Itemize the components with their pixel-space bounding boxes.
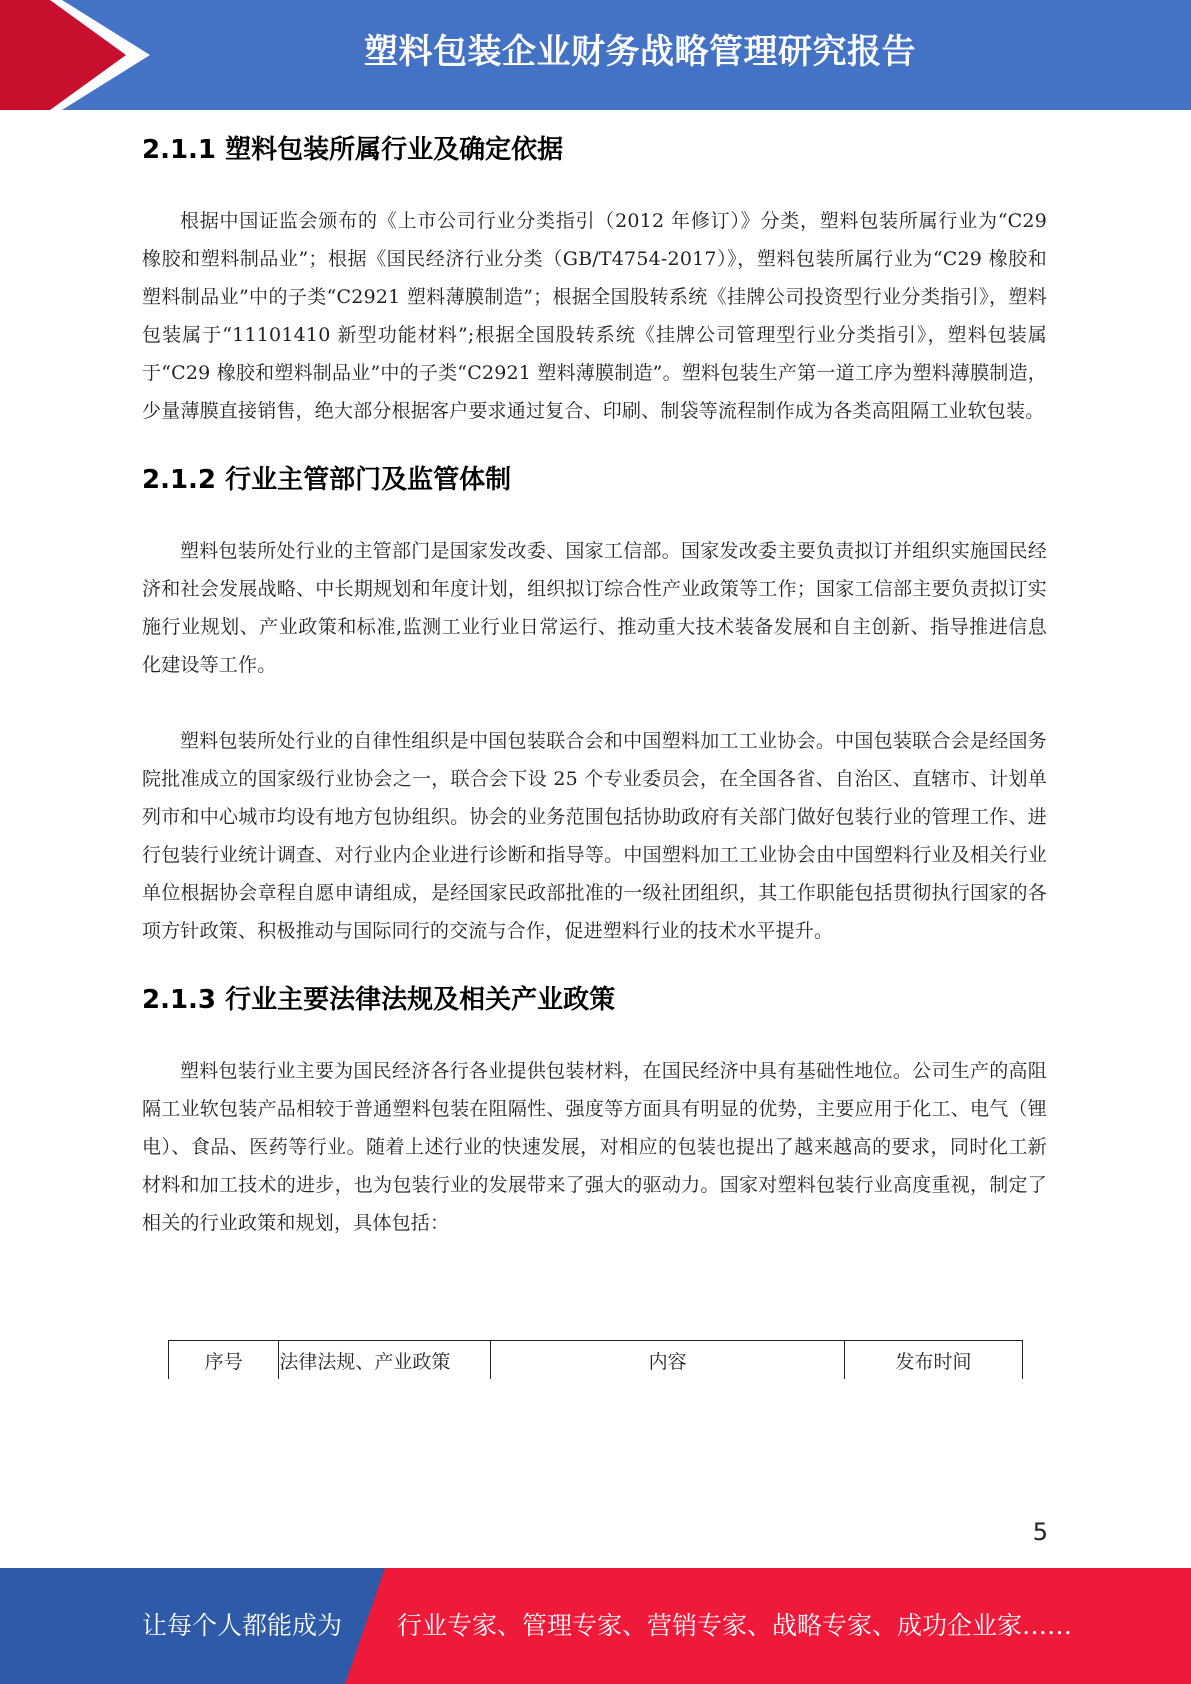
- footer-slogan-left: 让每个人都能成为: [142, 1611, 343, 1640]
- paragraph: 塑料包装行业主要为国民经济各行各业提供包装材料，在国民经济中具有基础性地位。公司生产的高阻隔工业软包装产品相较于普通塑料包装在阻隔性、强度等方面具有明显的优势，主要应用于化工、电气（锂电）、食品、医药等行业。随着上述行业的快速发展，对相应的包装也提出了越来越高的要求，同时化工新材料和加工技术的进步，也为包装行业的发展带来了强大的驱动力。国家对塑料包装行业高度重视，制定了相关的行业政策和规划，具体包括：: [142, 1060, 1047, 1234]
- column-header-index: 序号: [169, 1341, 279, 1380]
- page-header: [0, 0, 1191, 110]
- paragraph: 塑料包装所处行业的主管部门是国家发改委、国家工信部。国家发改委主要负责拟订并组织实施国民经济和社会发展战略、中长期规划和年度计划，组织拟订综合性产业政策等工作；国家工信部主要负责拟订实施行业规划、产业政策和标准,监测工业行业日常运行、推动重大技术装备发展和自主创新、指导推进信息化建设等工作。: [142, 540, 1047, 676]
- paragraph: 塑料包装所处行业的自律性组织是中国包装联合会和中国塑料加工工业协会。中国包装联合会是经国务院批准成立的国家级行业协会之一，联合会下设 25 个专业委员会，在全国各省、自治区、直辖市、计划单列市和中心城市均设有地方包协组织。协会的业务范围包括协助政府有关部门做好包装行业的管理工作、进行包装行业统计调查、对行业内企业进行诊断和指导等。中国塑料加工工业协会由中国塑料行业及相关行业单位根据协会章程自愿申请组成，是经国家民政部批准的一级社团组织，其工作职能包括贯彻执行国家的各项方针政策、积极推动与国际同行的交流与合作，促进塑料行业的技术水平提升。: [142, 730, 1047, 942]
- table-header-row: [169, 1341, 1023, 1380]
- section-heading-2-1-1: 2.1.1 塑料包装所属行业及确定依据: [142, 135, 564, 165]
- document-body: [142, 110, 1047, 1242]
- column-header-law: 法律法规、产业政策: [279, 1341, 491, 1380]
- page-number: 5: [1032, 1518, 1048, 1546]
- column-header-date: 发布时间: [845, 1341, 1023, 1380]
- report-title: 塑料包装企业财务战略管理研究报告: [364, 32, 916, 72]
- section-heading-2-1-2: 2.1.2 行业主管部门及监管体制: [142, 465, 512, 495]
- paragraph: 根据中国证监会颁布的《上市公司行业分类指引（2012 年修订）》分类，塑料包装所属行业为“C29 橡胶和塑料制品业”；根据《国民经济行业分类（GB/T4754-2017）》，塑料包装所属行业为“C29 橡胶和塑料制品业”中的子类“C2921 塑料薄膜制造”；根据全国股转系统《挂牌公司投资型行业分类指引》，塑料包装属于“11101410 新型功能材料”;根据全国股转系统《挂牌公司管理型行业分类指引》，塑料包装属于“C29 橡胶和塑料制品业”中的子类“C2921 塑料薄膜制造”。塑料包装生产第一道工序为塑料薄膜制造，少量薄膜直接销售，绝大部分根据客户要求通过复合、印刷、制袋等流程制作成为各类高阻隔工业软包装。: [142, 210, 1047, 422]
- section-heading-2-1-3: 2.1.3 行业主要法律法规及相关产业政策: [142, 985, 616, 1015]
- page-footer: [0, 1568, 1191, 1684]
- header-arrow-icon: [0, 0, 150, 110]
- law-policy-table: [168, 1340, 1023, 1379]
- column-header-content: 内容: [491, 1341, 845, 1380]
- footer-slogan-right: 行业专家、管理专家、营销专家、战略专家、成功企业家……: [397, 1611, 1073, 1640]
